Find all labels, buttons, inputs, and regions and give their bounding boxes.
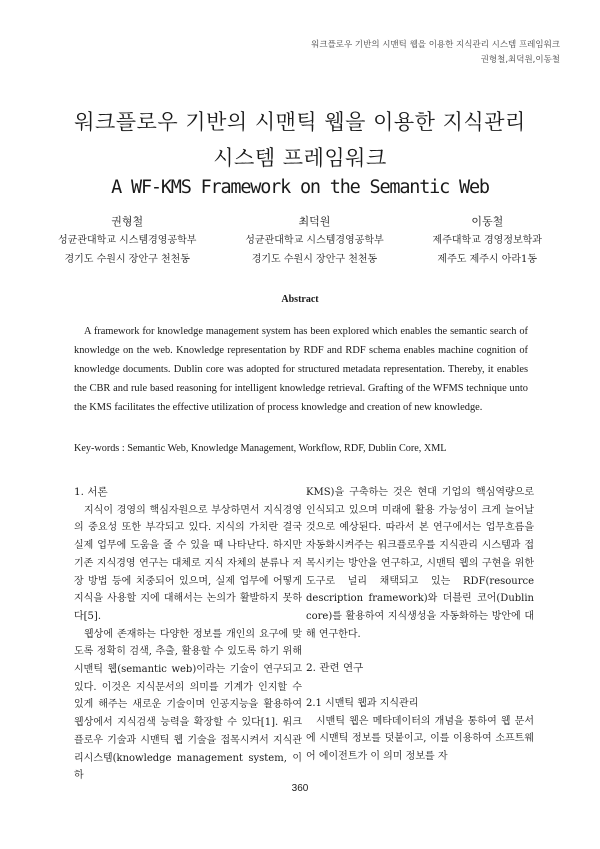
title-line-2: 시스템 프레임워크 [213, 146, 387, 170]
paragraph-continued: KMS)을 구축하는 것은 현대 기업의 핵심역량으로 인식되고 있으며 미래에 활용 가능성이 크게 늘어날 것으로 예상된다. 따라서 본 연구에서는 업무흐름을 자동화시켜주는 워크플로우를 지식관리 시스템과 접목시키는 방안을 연구하고, 시맨틱 웹의 구현을 위한 도구로 널리 채택되고 있는 RDF(resource description framework)와 더블린 코어(Dublin core)를 활용하여 지식생성을 자동화하는 방안에 대해 연구한다. [306, 487, 534, 640]
section-heading: 1. 서론 [74, 486, 108, 498]
author-3 [433, 212, 542, 269]
title-line-1: 워크플로우 기반의 시맨틱 웹을 이용한 지식관리 [74, 110, 526, 134]
abstract-text: A framework for knowledge management system has been explored which enables the semantic search of knowledge on the web. Knowledge representation by RDF and RDF schema enables machine cognition of knowledge documents. Dublin core was adopted for structured metadata representation. Thereby, it enables the CBR and rule based reasoning for intelligent knowledge retrieval. Grafting of the WFMS technique unto the KMS facilitates the effective utilization of process knowledge and creation of new knowledge. [74, 326, 528, 413]
paper-title-korean [20, 104, 580, 176]
paper-title-english: A WF-KMS Framework on the Semantic Web [111, 177, 489, 198]
author-address: 제주도 제주시 아라1동 [437, 254, 538, 265]
running-head-authors: 권형철,최덕원,이동철 [480, 55, 560, 65]
author-address: 경기도 수원시 장안구 천천동 [64, 254, 190, 265]
keywords: Key-words : Semantic Web, Knowledge Management, Workflow, RDF, Dublin Core, XML [74, 443, 447, 454]
body-column-left [74, 484, 302, 785]
author-2 [245, 212, 383, 269]
author-address: 경기도 수원시 장안구 천천동 [251, 254, 378, 265]
author-affiliation: 제주대학교 경영정보학과 [432, 235, 542, 246]
author-name: 권형철 [111, 215, 144, 228]
subsection-heading: 2.1 시맨틱 웹과 지식관리 [306, 698, 419, 710]
paragraph: 시맨틱 웹은 메타데이터의 개념을 통하여 웹 문서에 시맨틱 정보를 덧붙이고, 이를 이용하여 소프트웨어 에이전트가 이 의미 정보를 자 [306, 715, 534, 763]
author-affiliation: 성균관대학교 시스템경영공학부 [245, 235, 384, 246]
author-block [58, 212, 542, 269]
abstract-heading: Abstract [281, 294, 319, 305]
page-number: 360 [291, 783, 309, 794]
author-1 [58, 212, 196, 269]
running-head-title: 워크플로우 기반의 시맨틱 웹을 이용한 지식관리 시스템 프레임워크 [311, 40, 560, 50]
section-heading: 2. 관련 연구 [306, 662, 364, 675]
author-name: 최덕원 [298, 215, 331, 228]
body-column-right [306, 484, 534, 766]
paragraph: 지식이 경영의 핵심자원으로 부상하면서 지식경영의 중요성 또한 부각되고 있다. 지식의 가치란 결국 실제 업무에 도움을 줄 수 있을 때 나타난다. 하지만 기존 지식경영 연구는 대체로 지식 자체의 분류나 저장 방법 등에 치중되어 있으며, 실제 업무에 어떻게 지식을 사용할 지에 대해서는 논의가 활발하지 못하다[5]. [74, 504, 302, 622]
author-affiliation: 성균관대학교 시스템경영공학부 [58, 235, 197, 246]
running-head [140, 38, 560, 68]
paragraph: 웹상에 존재하는 다양한 정보를 개인의 요구에 맞도록 정확히 검색, 추출, 활용할 수 있도록 하기 위해 시맨틱 웹(semantic web)이라는 기술이 연구되고 있다. 이것은 지식문서의 의미를 기계가 인지할 수 있게 해주는 새로운 기술이며 인공지능을 활용하여 웹상에서 지식검색 능력을 확장할 수 있다[1]. 워크플로우 기술과 시맨틱 웹 기술을 접목시켜서 지식관리시스템(knowledge management system, 이하 [74, 628, 302, 782]
author-name: 이동철 [471, 215, 504, 228]
